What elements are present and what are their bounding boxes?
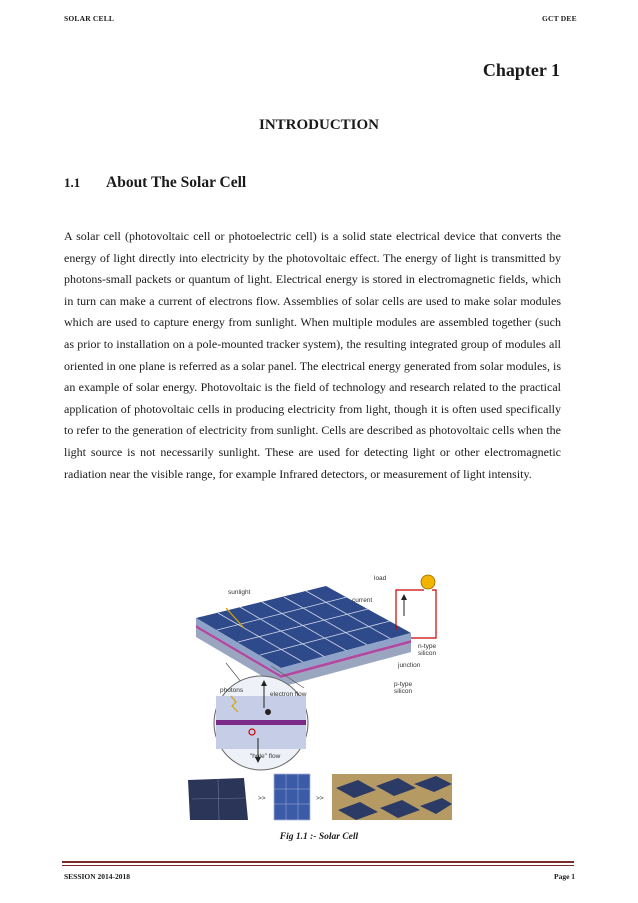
module-photo [274,774,310,820]
arrow-separator-2: >> [316,795,324,802]
circuit-wire [396,590,424,630]
label-ntype: n-type [418,643,437,650]
chapter-heading: Chapter 1 [482,60,560,80]
single-cell-photo [188,778,248,820]
header-right: GCT DEE [542,14,577,23]
figure-caption: Fig 1.1 :- Solar Cell [279,832,359,842]
current-arrow-icon [401,594,407,600]
bulb-icon [421,575,435,589]
section-number: 1.1 [64,175,81,190]
footer-right: Page 1 [554,872,576,881]
section-title: About The Solar Cell [106,174,247,191]
label-sunlight: sunlight [228,589,251,596]
section-heading [64,174,246,192]
label-ptype-silicon: silicon [394,688,413,695]
label-current: current [352,597,373,604]
solar-array-photo [332,774,452,820]
intro-heading: INTRODUCTION [258,117,379,133]
body-paragraph: A solar cell (photovoltaic cell or photoelectric cell) is a solid state electrical device that converts the energy of light directly into electricity by the photovoltaic effect. The energy of light is transmitted by photons-small packets or quantum of light. Electrical energy is stored in electromagnetic fields, which in turn can make a current of electrons flow. Assemblies of solar cells are used to make solar modules which are used to capture energy from sunlight. When multiple modules are assembled together (such as prior to installation on a pole-mounted tracker system), the resulting integrated group of modules all oriented in one plane is referred as a solar panel. The electrical energy generated from solar modules, is an example of solar energy. Photovoltaic is the field of technology and research related to the practical application of photovoltaic cells in producing electricity from light, though it is often used specifically to refer to the generation of electricity from sunlight. Cells are described as photovoltaic cells when the light source is not necessarily sunlight. These are used for detecting light or other electromagnetic radiation near the visible range, for example Infrared detectors, or measurement of light intensity. [64,229,561,481]
label-photons: photons [220,687,244,694]
arrow-separator-1: >> [258,795,266,802]
footer-rule [62,861,574,863]
label-hole-flow: "hole" flow [250,753,281,760]
label-ptype: p-type [394,681,413,688]
label-electron-flow: electron flow [270,691,307,698]
label-junction: junction [398,662,421,669]
electron-icon [265,709,271,715]
label-load: load [374,575,387,582]
label-ntype-silicon: silicon [418,650,437,657]
header-left: SOLAR CELL [64,14,115,23]
solar-cell-figure [186,568,453,822]
footer-rule-thin [62,865,574,866]
footer-left: SESSION 2014-2018 [64,872,131,881]
